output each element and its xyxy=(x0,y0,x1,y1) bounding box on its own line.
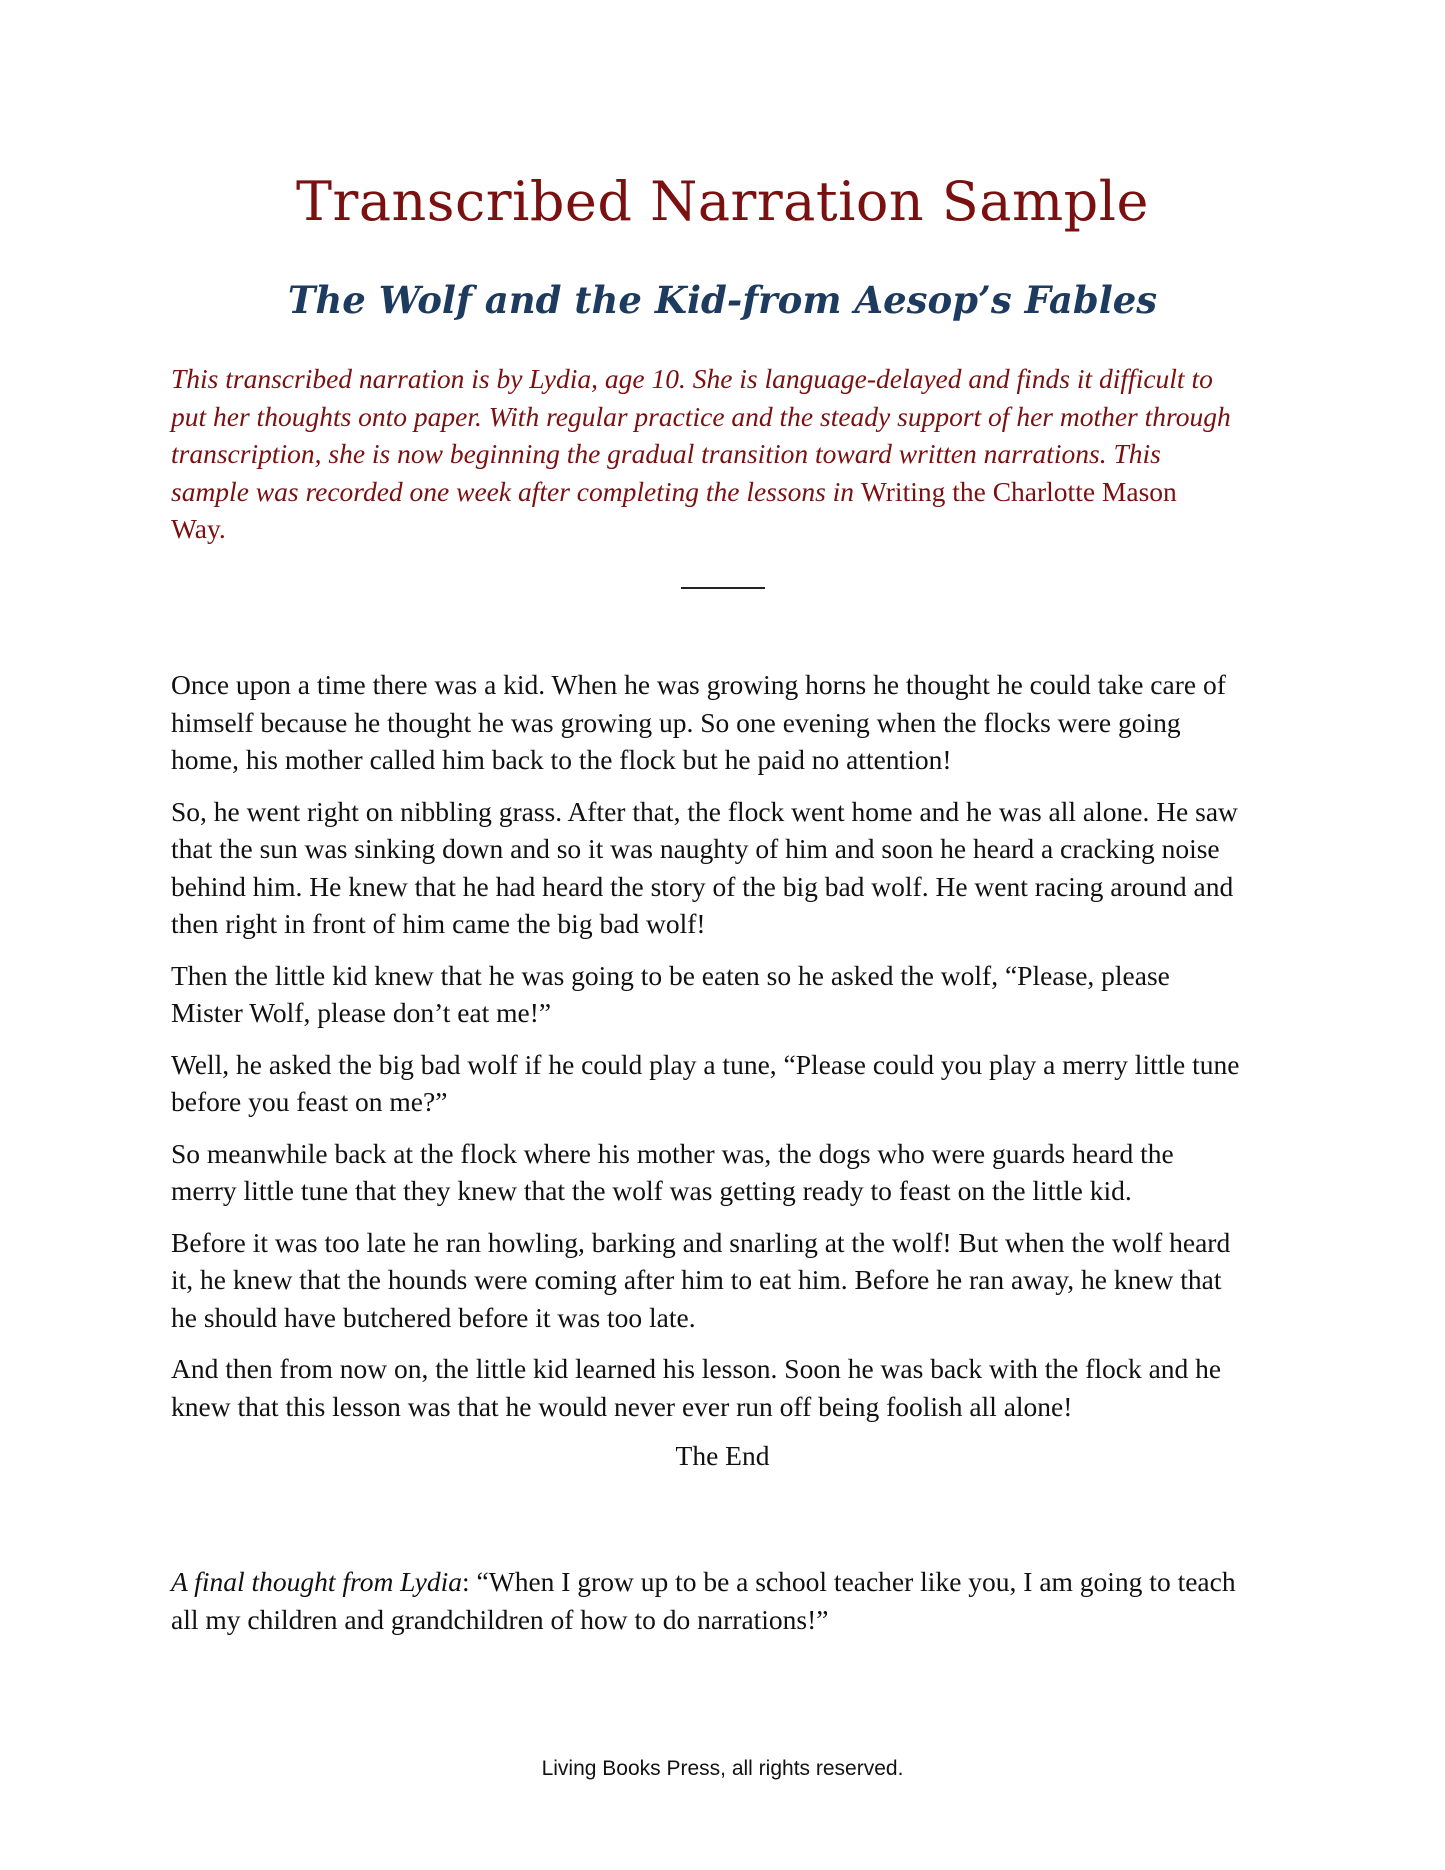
story-line: before you feast on me?” xyxy=(171,1086,448,1117)
story-paragraph xyxy=(171,793,1291,943)
the-end: The End xyxy=(675,1440,770,1471)
story-line: himself because he thought he was growing up. So one evening when the flocks were going xyxy=(171,706,1181,738)
story-line: Before it was too late he ran howling, barking and snarling at the wolf! But when the wolf heard xyxy=(171,1226,1231,1258)
story-line: So meanwhile back at the flock where his mother was, the dogs who were guards heard the xyxy=(171,1137,1174,1169)
section-divider xyxy=(681,587,765,589)
story-line: that the sun was sinking down and so it was naughty of him and soon he heard a cracking noise xyxy=(171,833,1220,864)
story-line: behind him. He knew that he had heard the story of the big bad wolf. He went racing around and xyxy=(171,870,1234,902)
book-title-end: Way. xyxy=(171,513,226,545)
story-paragraph xyxy=(171,1350,1291,1425)
story-line: And then from now on, the little kid learned his lesson. Soon he was back with the flock and he xyxy=(171,1353,1222,1384)
intro-line: transcription, she is now beginning the gradual transition toward written narrations. This xyxy=(171,438,1161,470)
story-line: merry little tune that they knew that the wolf was getting ready to feast on the little kid. xyxy=(171,1175,1132,1206)
story-paragraph xyxy=(171,1135,1291,1210)
intro-line: put her thoughts onto paper. With regular practice and the steady support of her mother through xyxy=(171,400,1231,432)
story-line: it, he knew that the hounds were coming after him to eat him. Before he ran away, he knew that xyxy=(171,1264,1222,1295)
footer-copyright: Living Books Press, all rights reserved. xyxy=(541,1757,904,1780)
story-line: home, his mother called him back to the flock but he paid no attention! xyxy=(171,744,952,775)
final-thought-text: all my children and grandchildren of how to do narrations!” xyxy=(171,1603,829,1635)
story-paragraph xyxy=(171,666,1291,779)
story-line: Well, he asked the big bad wolf if he could play a tune, “Please could you play a merry little tune xyxy=(171,1048,1240,1080)
page-subtitle: The Wolf and the Kid-from Aesop’s Fables xyxy=(287,278,1158,322)
final-thought-text: : “When I grow up to be a school teacher like you, I am going to teach xyxy=(462,1566,1236,1597)
book-title: Writing the Charlotte Mason xyxy=(860,475,1177,507)
final-thought-label: A final thought from Lydia xyxy=(171,1566,463,1597)
story-body xyxy=(171,666,1291,1439)
story-paragraph xyxy=(171,957,1291,1032)
story-line: then right in front of him came the big bad wolf! xyxy=(171,908,706,939)
intro-line: sample was recorded one week after completing the lessons in xyxy=(171,475,861,507)
story-line: Mister Wolf, please don’t eat me!” xyxy=(171,997,552,1028)
intro-paragraph xyxy=(171,360,1291,548)
story-line: he should have butchered before it was too late. xyxy=(171,1301,696,1333)
story-paragraph xyxy=(171,1224,1291,1337)
page-title: Transcribed Narration Sample xyxy=(296,170,1149,233)
final-thought xyxy=(171,1563,1291,1638)
story-line: Once upon a time there was a kid. When he was growing horns he thought he could take care of xyxy=(171,669,1226,700)
story-line: knew that this lesson was that he would never ever run off being foolish all alone! xyxy=(171,1390,1073,1422)
intro-line: This transcribed narration is by Lydia, age 10. She is language-delayed and finds it difficult to xyxy=(171,363,1213,394)
story-paragraph xyxy=(171,1046,1291,1121)
story-line: So, he went right on nibbling grass. After that, the flock went home and he was all alone. He saw xyxy=(171,795,1238,827)
story-line: Then the little kid knew that he was going to be eaten so he asked the wolf, “Please, please xyxy=(171,959,1170,991)
